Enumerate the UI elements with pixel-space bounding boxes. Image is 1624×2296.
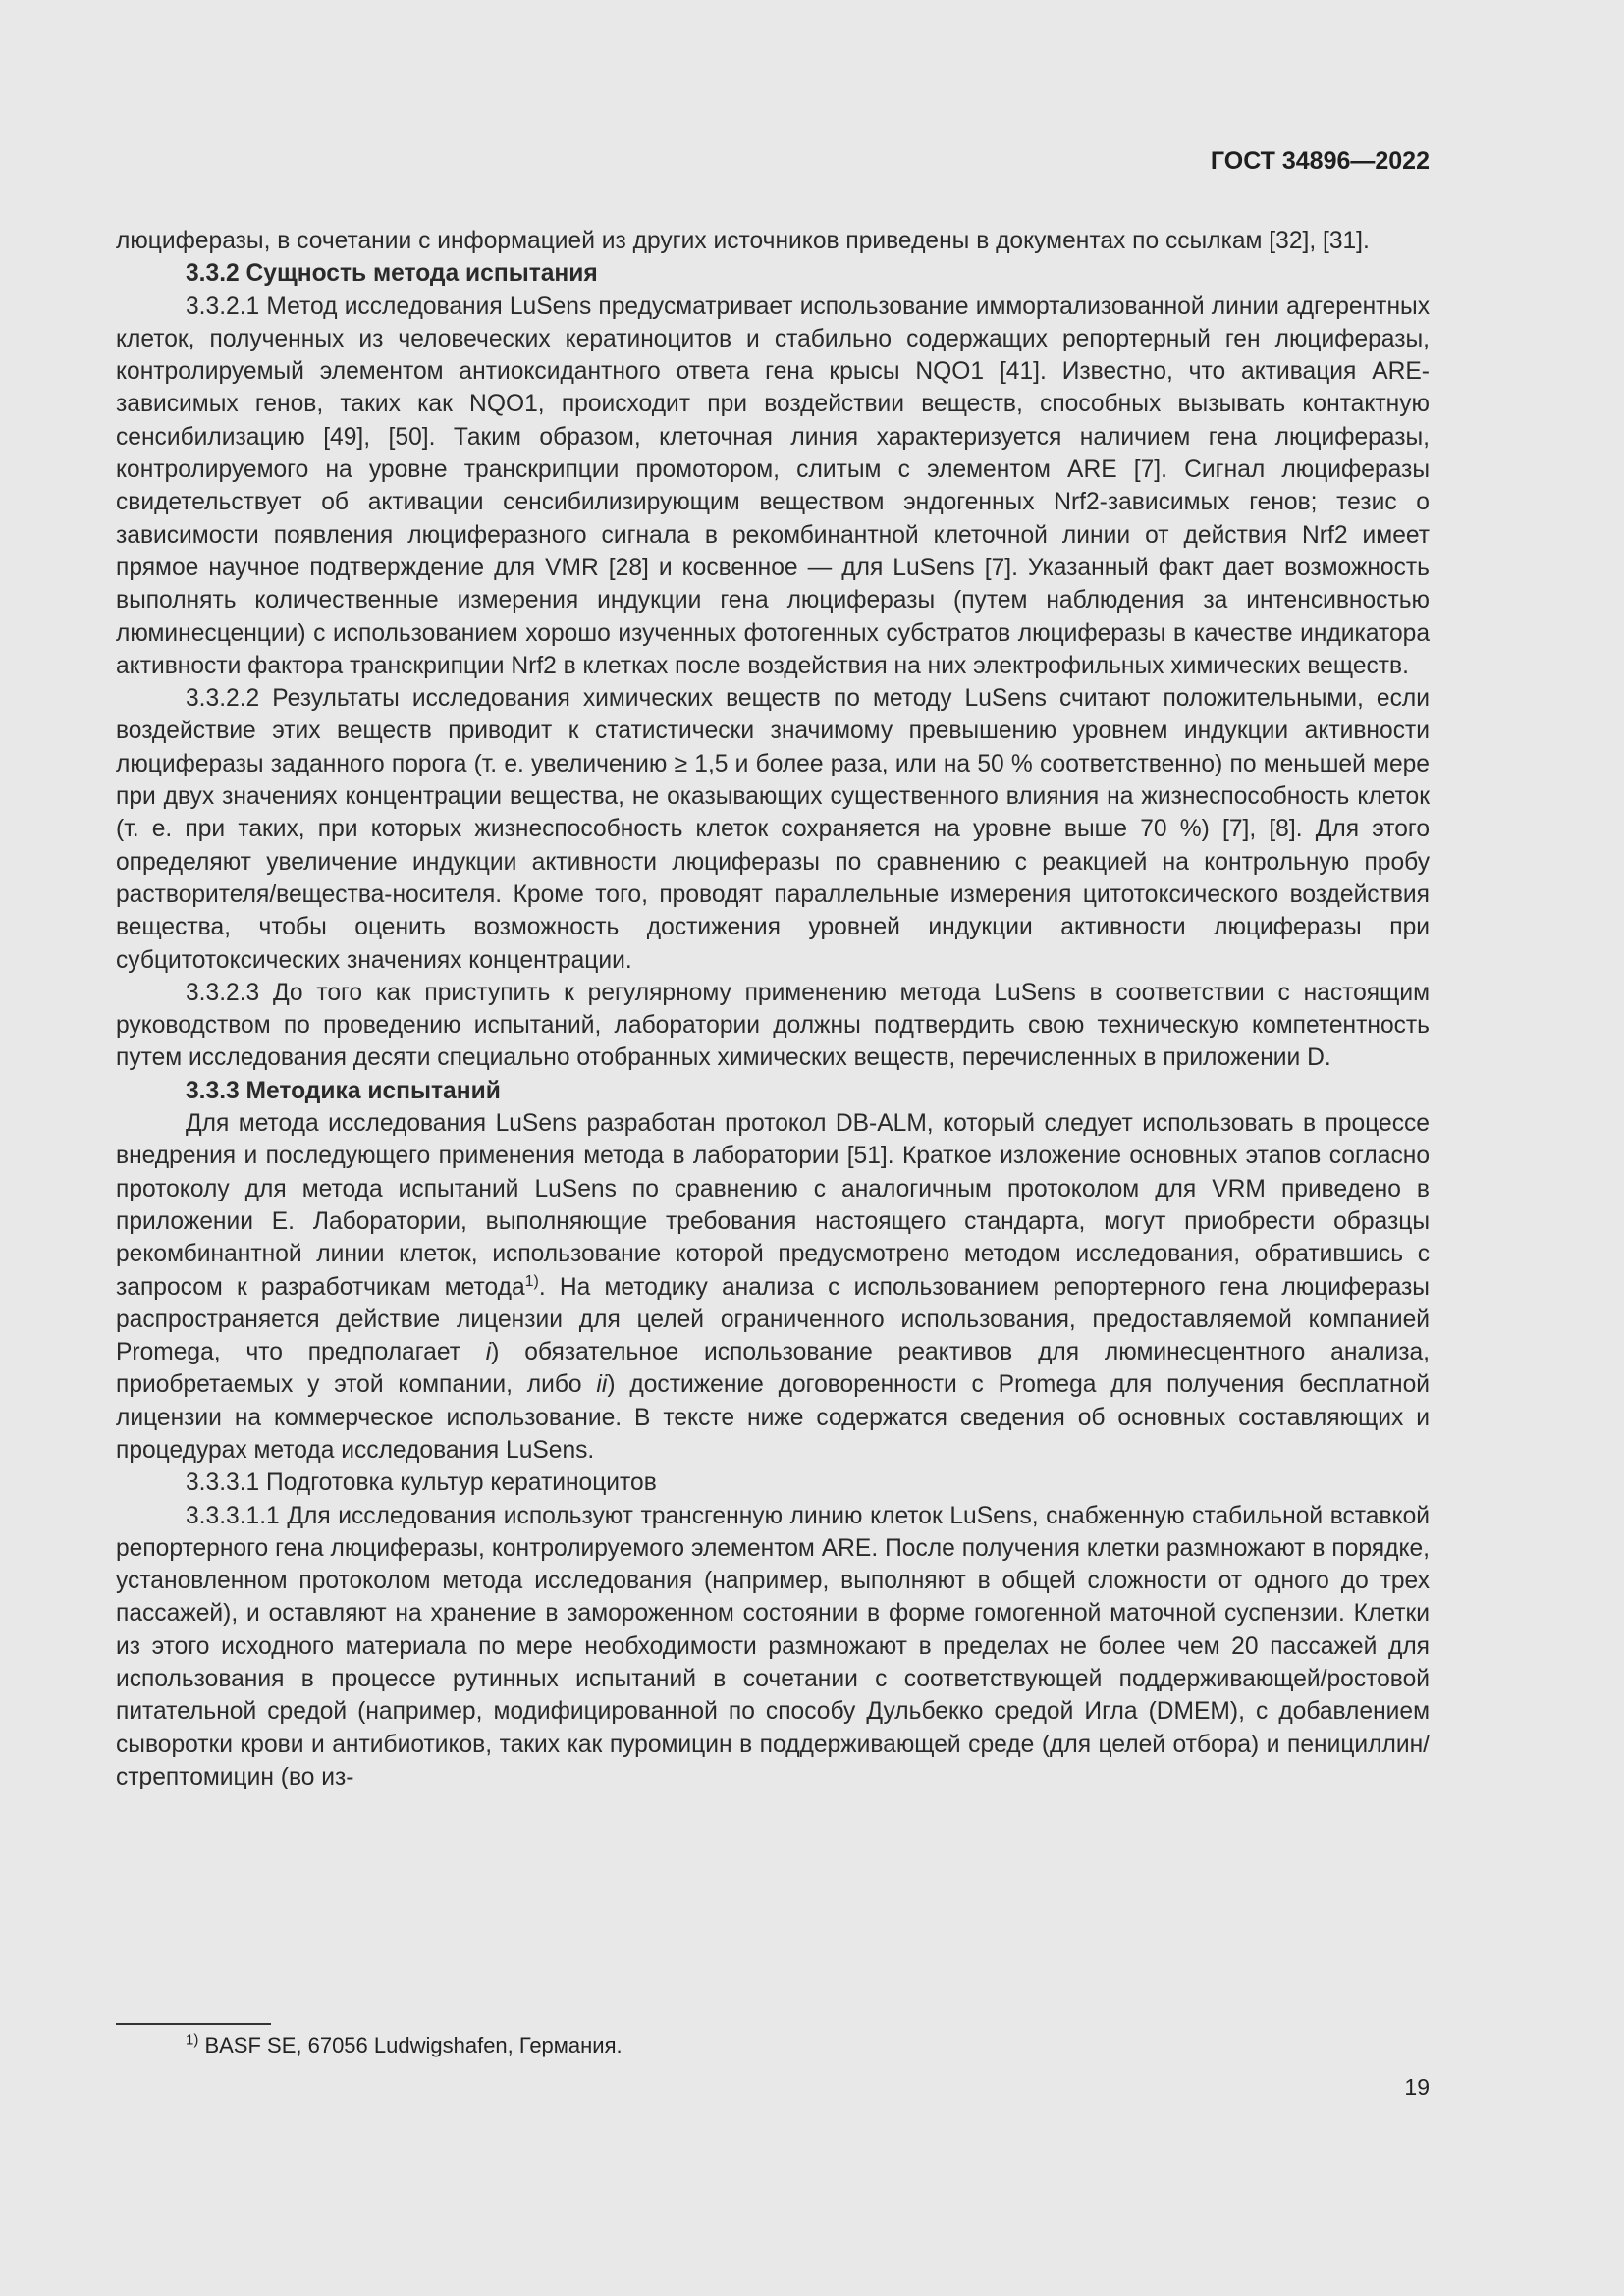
- paragraph-continued: люциферазы, в сочетании с информацией из других источников приведены в документах по ссылкам [32], [31].: [116, 228, 1370, 254]
- paragraph-3-3-3: [116, 1107, 1430, 1467]
- footnote-mark: 1): [186, 2031, 199, 2049]
- footnote-text: BASF SE, 67056 Ludwigshafen, Германия.: [198, 2033, 623, 2057]
- document-number: ГОСТ 34896—2022: [1210, 147, 1430, 175]
- text-run: ) обязательное использование реактивов для люминесцентного анализа, приобретаемых у этой компании, либо: [116, 1339, 1430, 1399]
- paragraph-3-3-2-1: 3.3.2.1 Метод исследования LuSens предусматривает использование иммортализованной линии адгерентных клеток, полученных из человеческих кератиноцитов и стабильно содержащих репортерный ген люциферазы, контролируемый элементом антиоксидантного ответа гена крысы NQO1 [41]. Известно, что активация ARE-зависимых генов, таких как NQO1, происходит при воздействии веществ, способных вызывать контактную сенсибилизацию [49], [50]. Таким образом, клеточная линия характеризуется наличием гена люциферазы, контролируемого на уровне транскрипции промотором, слитым с элементом ARE [7]. Сигнал люциферазы свидетельствует об активации сенсибилизирующим веществом эндогенных Nrf2-зависимых генов; тезис о зависимости появления люциферазного сигнала в рекомбинантной клеточной линии от действия Nrf2 имеет прямое научное подтверждение для VMR [28] и косвенное — для LuSens [7]. Указанный факт дает возможность выполнять количественные измерения индукции гена люциферазы (путем наблюдения за интенсивностью люминесценции) с использованием хорошо изученных фотогенных субстратов люциферазы в качестве индикатора активности фактора транскрипции Nrf2 в клетках после воздействия на них электрофильных химических веществ.: [116, 293, 1430, 679]
- section-heading-3-3-3: 3.3.3 Методика испытаний: [186, 1077, 501, 1104]
- paragraph-3-3-2-2: 3.3.2.2 Результаты исследования химических веществ по методу LuSens считают положительными, если воздействие этих веществ приводит к статистически значимому превышению уровнем индукции активности люциферазы заданного порога (т. е. увеличению ≥ 1,5 и более раза, или на 50 % соответственно) по меньшей мере при двух значениях концентрации вещества, не оказывающих существенного влияния на жизнеспособность клеток (т. е. при таких, при которых жизнеспособность клеток сохраняется на уровне выше 70 %) [7], [8]. Для этого определяют увеличение индукции активности люциферазы по сравнению с реакцией на контрольную пробу растворителя/вещества-носителя. Кроме того, проводят параллельные измерения цитотоксического воздействия вещества, чтобы оценить возможность достижения уровней индукции активности люциферазы при субцитотоксических значениях концентрации.: [116, 685, 1430, 974]
- text-run: ) достижение договоренности с Promega для получения бесплатной лицензии на коммерческое использование. В тексте ниже содержатся сведения об основных составляющих и процедурах метода исследования LuSens.: [116, 1371, 1431, 1464]
- footnote-reference: 1): [524, 1272, 539, 1290]
- list-marker-i: i: [485, 1339, 492, 1366]
- paragraph-3-3-3-1-1: 3.3.3.1.1 Для исследования используют трансгенную линию клеток LuSens, снабженную стабильной вставкой репортерного гена люциферазы, контролируемого элементом ARE. После получения клетки размножают в порядке, установленном протоколом метода исследования (например, выполняют в общей сложности от одного до трех пассажей), и оставляют на хранение в замороженном состоянии в форме гомогенной маточной суспензии. Клетки из этого исходного материала по мере необходимости размножают в пределах не более чем 20 пассажей для использования в процессе рутинных испытаний в сочетании с соответствующей поддерживающей/ростовой питательной средой (например, модифицированной по способу Дульбекко средой Игла (DMEM), с добавлением сыворотки крови и антибиотиков, таких как пуромицин в поддерживающей среде (для целей отбора) и пенициллин/стрептомицин (во из-: [116, 1502, 1430, 1790]
- section-heading-3-3-2: 3.3.2 Сущность метода испытания: [186, 260, 598, 288]
- footnote: [186, 2031, 623, 2060]
- main-text: [116, 225, 1430, 1793]
- text-run: . На методику анализа с использованием репортерного гена люциферазы распространяется действие лицензии для целей ограниченного использования, предоставляемой компанией Promega, что предполагает: [116, 1273, 1430, 1366]
- list-marker-ii: ii: [596, 1371, 608, 1399]
- paragraph-3-3-2-3: 3.3.2.3 До того как приступить к регулярному применению метода LuSens в соответствии с настоящим руководством по проведению испытаний, лаборатории должны подтвердить свою техническую компетентность путем исследования десяти специально отобранных химических веществ, перечисленных в приложении D.: [116, 979, 1430, 1072]
- page-number: 19: [1404, 2074, 1430, 2100]
- footnote-separator: [116, 2023, 271, 2025]
- subsection-heading-3-3-3-1: 3.3.3.1 Подготовка культур кератиноцитов: [186, 1469, 657, 1497]
- text-run: Для метода исследования LuSens разработан протокол DB-ALM, который следует использовать в процессе внедрения и последующего применения метода в лаборатории [51]. Краткое изложение основных этапов согласно протоколу для метода испытаний LuSens по сравнению с аналогичным протоколом для VRM приведено в приложении E. Лаборатории, выполняющие требования настоящего стандарта, могут приобрести образцы рекомбинантной линии клеток, использование которой предусмотрено методом исследования, обратившись с запросом к разработчикам метода: [116, 1110, 1430, 1301]
